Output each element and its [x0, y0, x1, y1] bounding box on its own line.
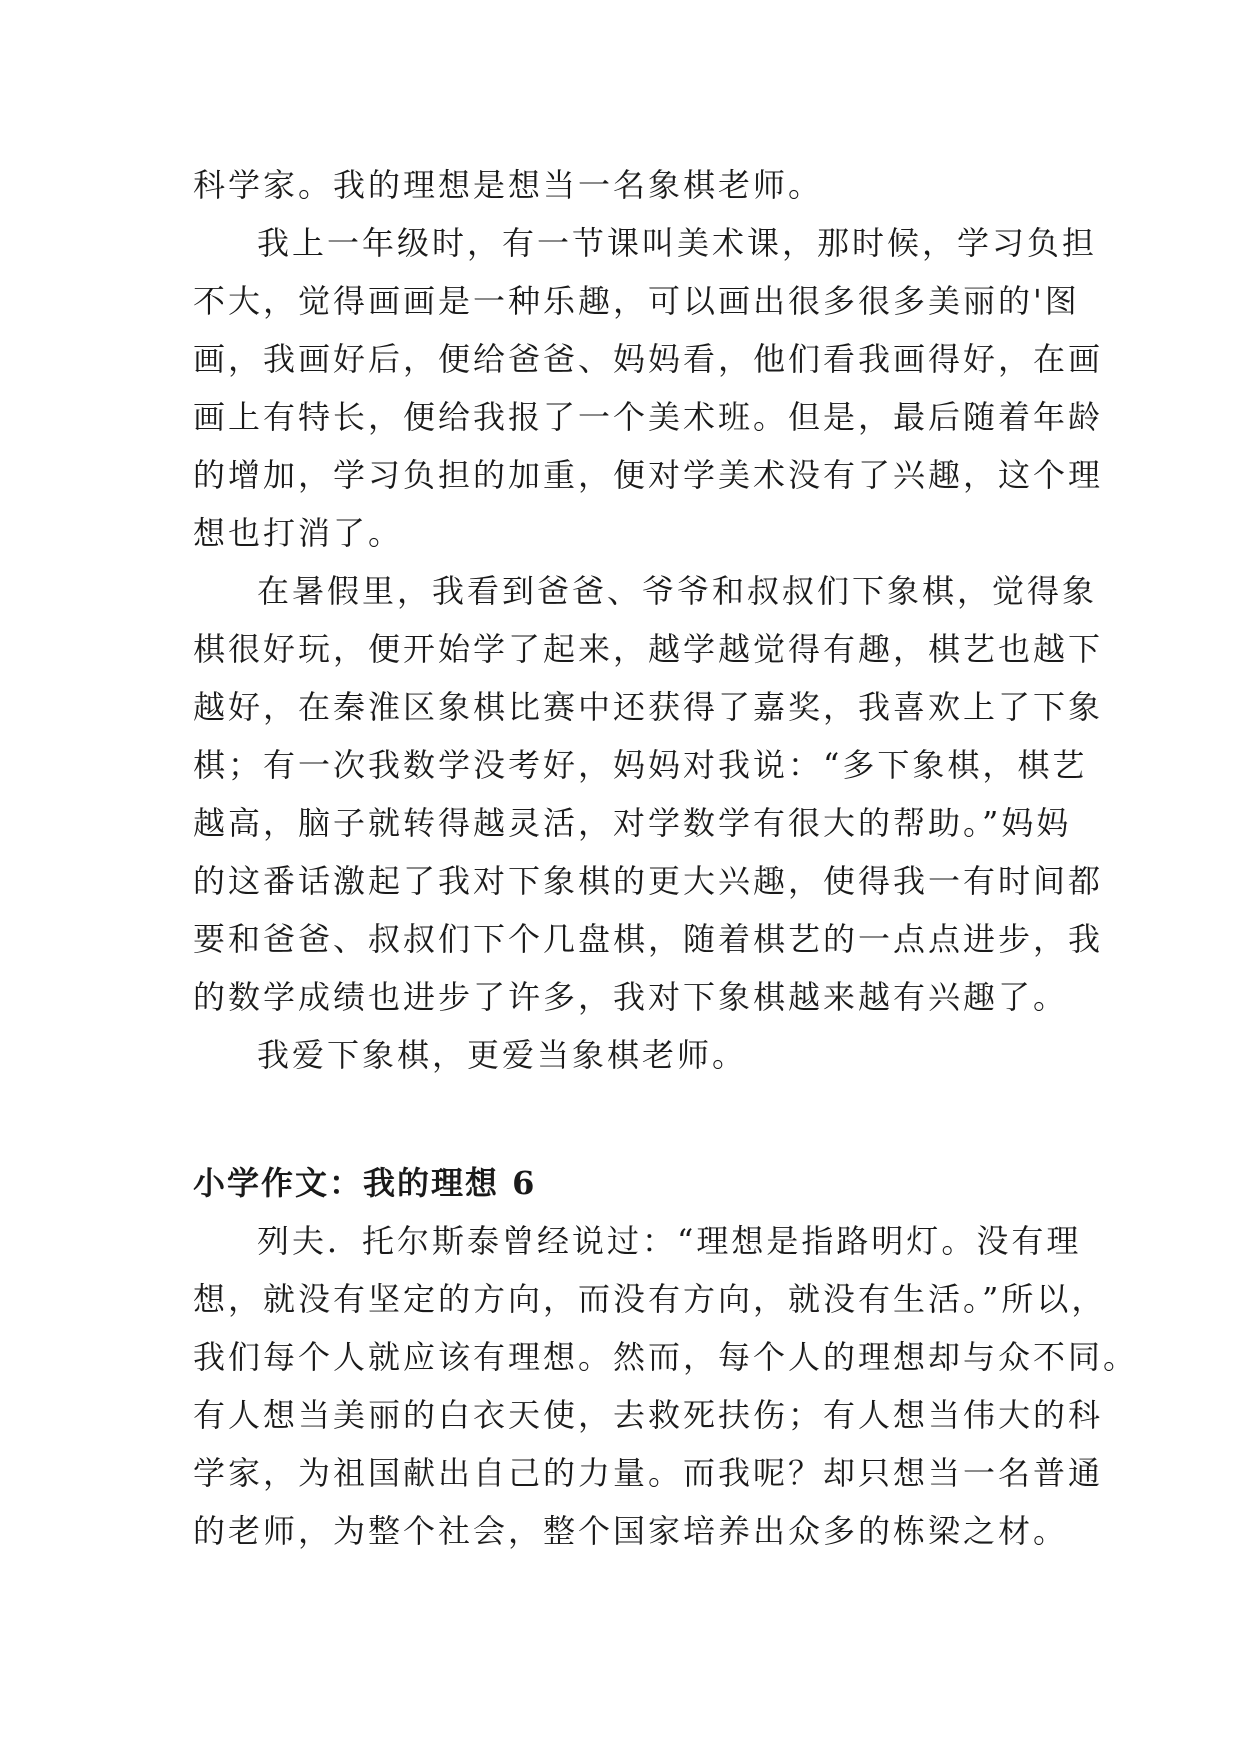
text-line: 的增加，学习负担的加重，便对学美术没有了兴趣，这个理	[193, 456, 1104, 494]
text-line: 棋；有一次我数学没考好，妈妈对我说：“多下象棋，棋艺	[193, 746, 1088, 784]
text-line: 列夫．托尔斯泰曾经说过：“理想是指路明灯。没有理	[257, 1222, 1082, 1260]
text-line: 我们每个人就应该有理想。然而，每个人的理想却与众不同。	[193, 1338, 1139, 1376]
text-line: 的老师，为整个社会，整个国家培养出众多的栋梁之材。	[193, 1512, 1069, 1550]
paragraph-art-class	[193, 214, 1104, 562]
text-line: 想也打消了。	[193, 514, 404, 552]
text-line: 不大，觉得画画是一种乐趣，可以画出很多很多美丽的'图	[193, 282, 1080, 320]
text-line: 棋很好玩，便开始学了起来，越学越觉得有趣，棋艺也越下	[193, 630, 1104, 668]
paragraph-conclusion	[193, 1026, 1055, 1084]
text-line: 科学家。我的理想是想当一名象棋老师。	[193, 166, 824, 204]
text-line: 学家，为祖国献出自己的力量。而我呢？却只想当一名普通	[193, 1454, 1104, 1492]
text-line: 我爱下象棋，更爱当象棋老师。	[257, 1036, 748, 1074]
text-line: 在暑假里，我看到爸爸、爷爷和叔叔们下象棋，觉得象	[257, 572, 1098, 610]
text-line: 越高，脑子就转得越灵活，对学数学有很大的帮助。”妈妈	[193, 804, 1072, 842]
document-body	[193, 156, 1139, 1560]
paragraph-chess	[193, 562, 1104, 1026]
text-line: 画，我画好后，便给爸爸、妈妈看，他们看我画得好，在画	[193, 340, 1104, 378]
text-line: 要和爸爸、叔叔们下个几盘棋，随着棋艺的一点点进步，我	[193, 920, 1104, 958]
section-title: 小学作文：我的理想 6	[193, 1164, 537, 1202]
text-line: 我上一年级时，有一节课叫美术课，那时候，学习负担	[257, 224, 1098, 262]
continued-paragraph	[193, 156, 1055, 214]
text-line: 画上有特长，便给我报了一个美术班。但是，最后随着年龄	[193, 398, 1104, 436]
text-line: 越好，在秦淮区象棋比赛中还获得了嘉奖，我喜欢上了下象	[193, 688, 1104, 726]
text-line: 想，就没有坚定的方向，而没有方向，就没有生活。”所以，	[193, 1280, 1107, 1318]
text-line: 的数学成绩也进步了许多，我对下象棋越来越有兴趣了。	[193, 978, 1069, 1016]
paragraph-tolstoy	[193, 1212, 1139, 1560]
text-line: 有人想当美丽的白衣天使，去救死扶伤；有人想当伟大的科	[193, 1396, 1104, 1434]
section-gap	[193, 1084, 1055, 1154]
text-line: 的这番话激起了我对下象棋的更大兴趣，使得我一有时间都	[193, 862, 1104, 900]
